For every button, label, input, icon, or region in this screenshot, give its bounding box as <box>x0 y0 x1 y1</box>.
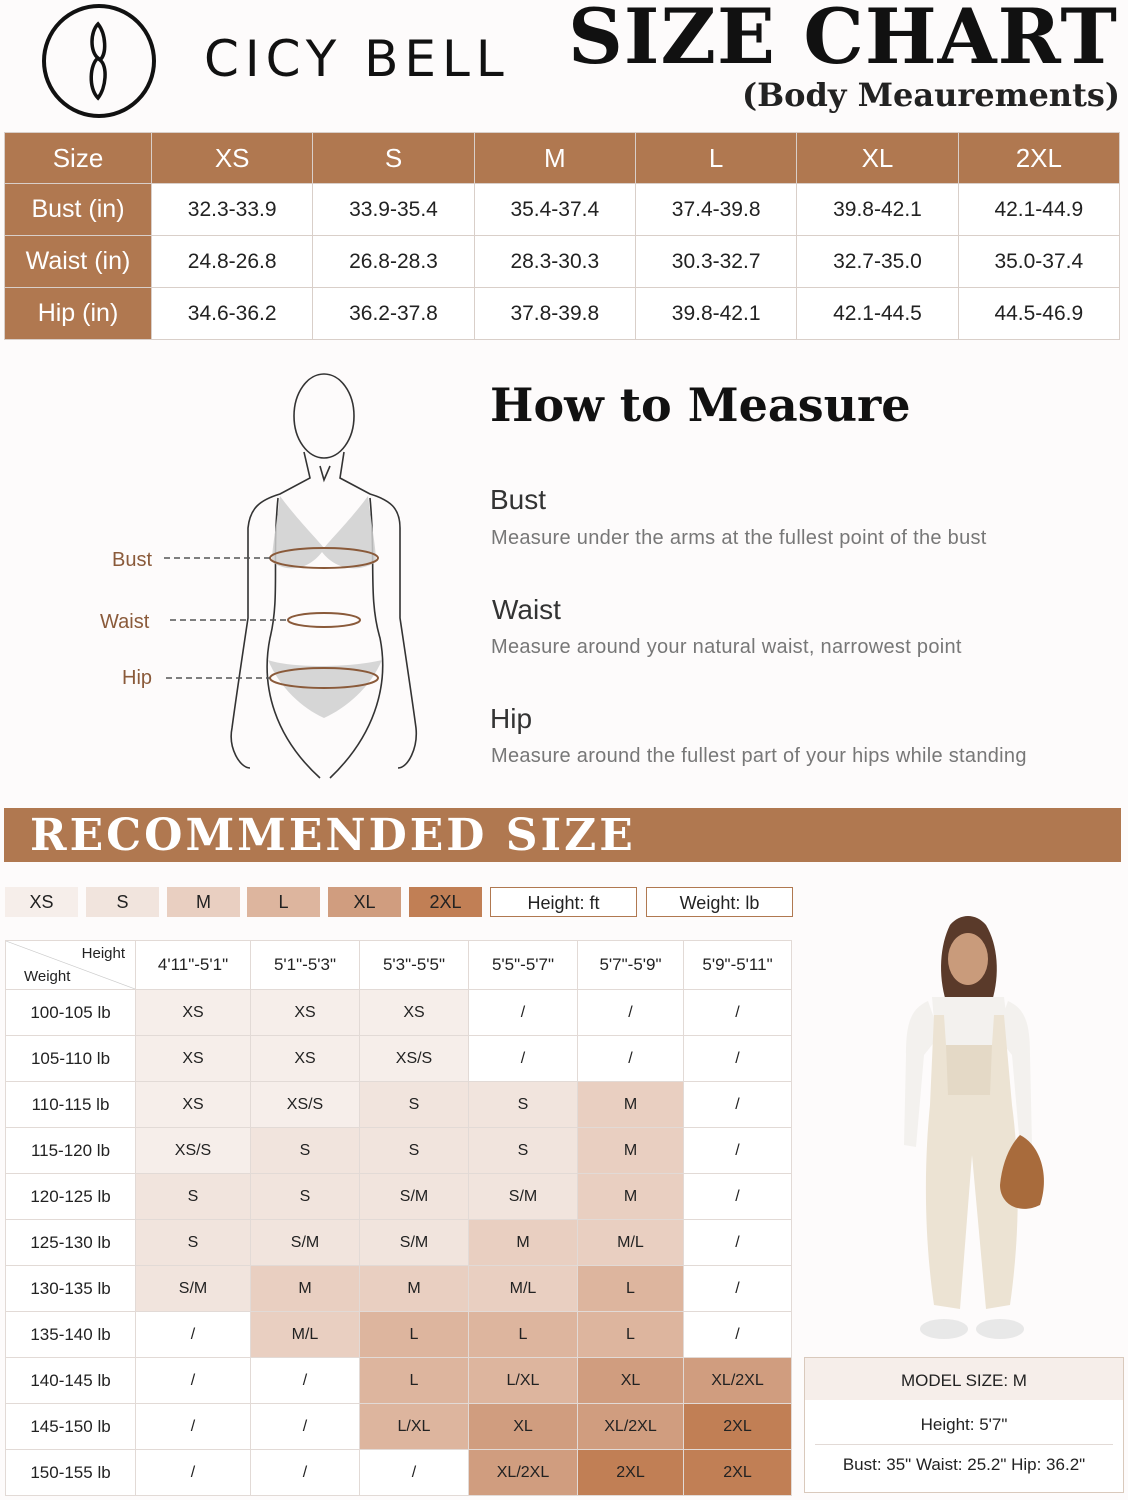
measurement-cell: 32.7-35.0 <box>797 236 958 288</box>
weight-label: 135-140 lb <box>6 1312 136 1358</box>
measurement-cell: 28.3-30.3 <box>474 236 635 288</box>
measurement-cell: 30.3-32.7 <box>635 236 796 288</box>
height-header: 5'5"-5'7" <box>469 941 578 990</box>
legend-weight-unit: Weight: lb <box>646 887 793 917</box>
recommended-size-cell: / <box>251 1404 360 1450</box>
recommended-size-cell: M <box>360 1266 469 1312</box>
height-header: 5'9"-5'11" <box>684 941 792 990</box>
weight-row <box>6 1312 792 1358</box>
recommended-size-cell: / <box>360 1450 469 1496</box>
body-table-row <box>5 236 1120 288</box>
measurement-cell: 39.8-42.1 <box>797 184 958 236</box>
recommended-size-cell: / <box>684 1036 792 1082</box>
figure-label-waist: Waist <box>100 611 150 633</box>
recommended-size-cell: / <box>136 1358 251 1404</box>
recommended-size-cell: 2XL <box>578 1450 684 1496</box>
figure-label-bust: Bust <box>112 549 153 571</box>
recommended-size-cell: / <box>578 990 684 1036</box>
recommended-size-cell: L <box>578 1312 684 1358</box>
recommended-size-cell: S <box>360 1128 469 1174</box>
header-cell: S <box>313 133 474 184</box>
row-label: Bust (in) <box>5 184 152 236</box>
legend-swatch-m: M <box>167 887 240 917</box>
recommended-size-cell: / <box>684 1220 792 1266</box>
recommended-size-cell: XS/S <box>360 1036 469 1082</box>
recommended-size-cell: S <box>136 1174 251 1220</box>
model-measurements-text: Bust: 35" Waist: 25.2" Hip: 36.2" <box>842 1455 1086 1474</box>
recommended-size-cell: M/L <box>578 1220 684 1266</box>
weight-row <box>6 1082 792 1128</box>
recommended-size-cell: / <box>251 1358 360 1404</box>
height-header: 4'11"-5'1" <box>136 941 251 990</box>
measurement-cell: 42.1-44.5 <box>797 288 958 340</box>
body-table-row <box>5 184 1120 236</box>
measurement-cell: 44.5-46.9 <box>958 288 1119 340</box>
recommended-size-cell: M <box>578 1082 684 1128</box>
measure-desc-hip: Measure around the fullest part of your hips while standing <box>491 745 1027 767</box>
recommended-size-cell: S <box>251 1128 360 1174</box>
weight-label: 105-110 lb <box>6 1036 136 1082</box>
recommended-size-cell: XS <box>136 1036 251 1082</box>
recommended-title: RECOMMENDED SIZE <box>30 810 636 861</box>
recommended-size-cell: M/L <box>469 1266 578 1312</box>
recommended-size-cell: S <box>360 1082 469 1128</box>
recommended-size-cell: / <box>578 1036 684 1082</box>
weight-label: 125-130 lb <box>6 1220 136 1266</box>
height-header: 5'1"-5'3" <box>251 941 360 990</box>
recommended-size-cell: L/XL <box>469 1358 578 1404</box>
weight-row <box>6 1266 792 1312</box>
weight-label: 150-155 lb <box>6 1450 136 1496</box>
height-header: 5'3"-5'5" <box>360 941 469 990</box>
measure-label-waist: Waist <box>492 594 561 625</box>
recommended-size-cell: S <box>136 1220 251 1266</box>
recommended-size-cell: XL <box>578 1358 684 1404</box>
measurement-cell: 37.8-39.8 <box>474 288 635 340</box>
recommended-size-cell: S/M <box>360 1220 469 1266</box>
recommended-size-cell: / <box>251 1450 360 1496</box>
legend-swatch-xs: XS <box>5 887 78 917</box>
measurement-cell: 35.4-37.4 <box>474 184 635 236</box>
legend-swatch-2xl: 2XL <box>409 887 482 917</box>
model-box-divider <box>815 1444 1113 1445</box>
recommended-size-cell: M <box>469 1220 578 1266</box>
weight-label: 100-105 lb <box>6 990 136 1036</box>
recommended-size-cell: S/M <box>136 1266 251 1312</box>
recommended-size-cell: / <box>469 1036 578 1082</box>
recommended-size-cell: S/M <box>360 1174 469 1220</box>
recommended-size-cell: / <box>684 1082 792 1128</box>
weight-row <box>6 1358 792 1404</box>
recommended-size-cell: L <box>360 1312 469 1358</box>
recommended-size-cell: / <box>684 1266 792 1312</box>
corner-height-label: Height <box>81 945 125 962</box>
measure-label-bust: Bust <box>490 484 547 515</box>
measure-label-hip: Hip <box>490 703 533 734</box>
measurement-cell: 37.4-39.8 <box>635 184 796 236</box>
corner-weight-label: Weight <box>24 968 71 985</box>
recommended-size-cell: S <box>469 1082 578 1128</box>
recommended-size-cell: / <box>136 1450 251 1496</box>
recommended-size-cell: XS <box>136 990 251 1036</box>
measurement-cell: 32.3-33.9 <box>152 184 313 236</box>
recommended-size-cell: M <box>578 1128 684 1174</box>
recommended-size-cell: S <box>469 1128 578 1174</box>
header-cell: Size <box>5 133 152 184</box>
measurement-cell: 24.8-26.8 <box>152 236 313 288</box>
weight-label: 120-125 lb <box>6 1174 136 1220</box>
recommended-size-cell: M <box>251 1266 360 1312</box>
page-title: SIZE CHART <box>568 0 1118 81</box>
recommended-size-cell: XS <box>251 1036 360 1082</box>
measurement-cell: 39.8-42.1 <box>635 288 796 340</box>
recommended-size-cell: XL/2XL <box>469 1450 578 1496</box>
weight-label: 110-115 lb <box>6 1082 136 1128</box>
brand-name: CICY BELL <box>204 30 510 88</box>
body-measurement-table <box>4 132 1120 340</box>
height-header: 5'7"-5'9" <box>578 941 684 990</box>
weight-row <box>6 1450 792 1496</box>
recommended-size-cell: L <box>360 1358 469 1404</box>
recommended-size-cell: XL/2XL <box>578 1404 684 1450</box>
model-photo <box>880 905 1070 1355</box>
recommended-size-cell: 2XL <box>684 1450 792 1496</box>
measurement-cell: 26.8-28.3 <box>313 236 474 288</box>
table-corner-cell <box>6 941 136 990</box>
recommended-size-cell: M/L <box>251 1312 360 1358</box>
recommended-size-cell: XS/S <box>251 1082 360 1128</box>
measurement-cell: 33.9-35.4 <box>313 184 474 236</box>
recommended-size-cell: S/M <box>251 1220 360 1266</box>
weight-row <box>6 1036 792 1082</box>
recommended-size-cell: / <box>684 990 792 1036</box>
header-cell: XS <box>152 133 313 184</box>
body-table-header-row <box>5 133 1120 184</box>
legend-height-unit: Height: ft <box>490 887 637 917</box>
brand-logo-mark <box>40 2 158 120</box>
weight-label: 115-120 lb <box>6 1128 136 1174</box>
row-label: Waist (in) <box>5 236 152 288</box>
recommended-size-cell: / <box>684 1312 792 1358</box>
recommended-size-cell: XS/S <box>136 1128 251 1174</box>
weight-row <box>6 1404 792 1450</box>
recommended-size-cell: XS <box>136 1082 251 1128</box>
measurement-cell: 36.2-37.8 <box>313 288 474 340</box>
model-size-text: MODEL SIZE: M <box>901 1371 1027 1390</box>
recommended-size-cell: / <box>684 1128 792 1174</box>
weight-label: 130-135 lb <box>6 1266 136 1312</box>
recommended-size-cell: / <box>136 1404 251 1450</box>
body-table-row <box>5 288 1120 340</box>
row-label: Hip (in) <box>5 288 152 340</box>
weight-row <box>6 990 792 1036</box>
recommended-size-cell: L/XL <box>360 1404 469 1450</box>
body-measure-figure <box>100 368 430 788</box>
recommended-size-cell: / <box>136 1312 251 1358</box>
legend-swatch-s: S <box>86 887 159 917</box>
weight-row <box>6 1174 792 1220</box>
weight-row <box>6 1128 792 1174</box>
recommended-size-cell: XL <box>469 1404 578 1450</box>
recommended-size-cell: 2XL <box>684 1404 792 1450</box>
recommended-size-cell: L <box>578 1266 684 1312</box>
recommended-size-cell: XL/2XL <box>684 1358 792 1404</box>
model-info-box <box>804 1357 1124 1493</box>
how-to-measure-title: How to Measure <box>490 378 911 432</box>
recommended-size-cell: M <box>578 1174 684 1220</box>
measure-desc-waist: Measure around your natural waist, narrowest point <box>491 636 962 658</box>
recommended-size-cell: XS <box>251 990 360 1036</box>
recommended-size-table <box>5 940 792 1496</box>
header-cell: XL <box>797 133 958 184</box>
legend-swatch-xl: XL <box>328 887 401 917</box>
measurement-cell: 35.0-37.4 <box>958 236 1119 288</box>
measurement-cell: 34.6-36.2 <box>152 288 313 340</box>
header-cell: M <box>474 133 635 184</box>
recommended-size-cell: S <box>251 1174 360 1220</box>
recommended-size-cell: / <box>684 1174 792 1220</box>
page-subtitle: (Body Meaurements) <box>741 76 1120 114</box>
recommended-size-cell: / <box>469 990 578 1036</box>
height-header-row <box>6 941 792 990</box>
weight-label: 140-145 lb <box>6 1358 136 1404</box>
header-cell: 2XL <box>958 133 1119 184</box>
header-cell: L <box>635 133 796 184</box>
weight-row <box>6 1220 792 1266</box>
measure-desc-bust: Measure under the arms at the fullest point of the bust <box>491 527 987 549</box>
figure-label-hip: Hip <box>122 667 153 689</box>
legend-swatch-l: L <box>247 887 320 917</box>
weight-label: 145-150 lb <box>6 1404 136 1450</box>
recommended-size-cell: S/M <box>469 1174 578 1220</box>
recommended-size-cell: L <box>469 1312 578 1358</box>
measurement-cell: 42.1-44.9 <box>958 184 1119 236</box>
recommended-size-cell: XS <box>360 990 469 1036</box>
model-height-text: Height: 5'7" <box>920 1415 1008 1434</box>
